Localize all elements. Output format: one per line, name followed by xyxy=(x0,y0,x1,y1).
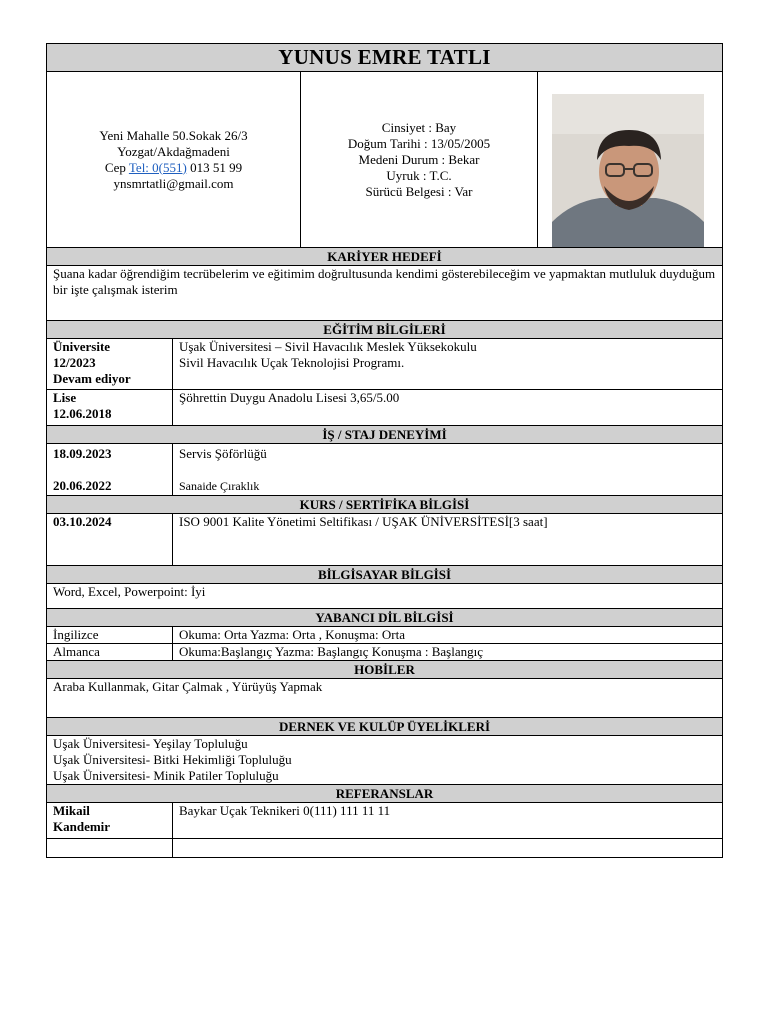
career-heading: KARİYER HEDEFİ xyxy=(47,248,723,266)
education-heading: EĞİTİM BİLGİLERİ xyxy=(47,321,723,339)
club-item: Uşak Üniversitesi- Yeşilay Topluluğu xyxy=(53,736,248,751)
education-school: Şöhrettin Duygu Anadolu Lisesi 3,65/5.00 xyxy=(179,390,400,405)
experience-titles xyxy=(173,444,723,496)
experience-title: Servis Şöförlüğü xyxy=(179,446,267,461)
cv-document xyxy=(46,43,722,858)
education-date: 12/2023 xyxy=(53,355,96,370)
education-school: Uşak Üniversitesi – Sivil Havacılık Meslek Yüksekokulu xyxy=(179,339,477,354)
phone-prefix: Cep xyxy=(104,159,126,175)
marital-status: Medeni Durum : Bekar xyxy=(358,151,480,167)
courses-heading: KURS / SERTİFİKA BİLGİSİ xyxy=(47,496,723,514)
language-name: Almanca xyxy=(47,644,173,661)
education-value xyxy=(173,339,723,390)
gender: Cinsiyet : Bay xyxy=(381,119,457,135)
language-level: Okuma:Başlangıç Yazma: Başlangıç Konuşma : Başlangıç xyxy=(173,644,723,661)
reference-first-name: Mikail xyxy=(53,803,90,818)
education-type: Üniversite xyxy=(53,339,111,354)
reference-name xyxy=(47,803,173,839)
education-label xyxy=(47,390,173,426)
full-name: YUNUS EMRE TATLI xyxy=(47,44,723,72)
course-title: ISO 9001 Kalite Yönetimi Seltifikası / UŞAK ÜNİVERSİTESİ[3 saat] xyxy=(173,514,723,566)
birth-date: Doğum Tarihi : 13/05/2005 xyxy=(347,135,491,151)
hobbies-text: Araba Kullanmak, Gitar Çalmak , Yürüyüş Yapmak xyxy=(47,679,723,718)
contact-cell xyxy=(47,72,301,248)
address-line-2: Yozgat/Akdağmadeni xyxy=(117,143,230,159)
photo-cell xyxy=(538,72,723,248)
computer-heading: BİLGİSAYAR BİLGİSİ xyxy=(47,566,723,584)
driving-license: Sürücü Belgesi : Var xyxy=(365,183,473,199)
education-type: Lise xyxy=(53,390,77,405)
reference-info: Baykar Uçak Teknikeri 0(111) 111 11 11 xyxy=(173,803,723,839)
computer-text: Word, Excel, Powerpoint: İyi xyxy=(47,584,723,609)
address-line-1: Yeni Mahalle 50.Sokak 26/3 xyxy=(99,127,248,143)
language-level: Okuma: Orta Yazma: Orta , Konuşma: Orta xyxy=(173,627,723,644)
experience-heading: İŞ / STAJ DENEYİMİ xyxy=(47,426,723,444)
education-value xyxy=(173,390,723,426)
phone-rest: 013 51 99 xyxy=(190,159,243,175)
personal-cell xyxy=(301,72,538,248)
experience-title: Sanaide Çıraklık xyxy=(179,479,260,493)
nationality: Uyruk : T.C. xyxy=(386,167,452,183)
education-label xyxy=(47,339,173,390)
reference-last-name: Kandemir xyxy=(53,819,111,834)
empty-cell xyxy=(47,839,173,858)
phone-line xyxy=(47,160,300,176)
clubs-list xyxy=(47,736,723,785)
empty-cell xyxy=(173,839,723,858)
language-name: İngilizce xyxy=(47,627,173,644)
clubs-heading: DERNEK VE KULÜP ÜYELİKLERİ xyxy=(47,718,723,736)
education-program: Sivil Havacılık Uçak Teknolojisi Programı. xyxy=(179,355,405,370)
email: ynsmrtatli@gmail.com xyxy=(113,175,234,191)
course-date: 03.10.2024 xyxy=(47,514,173,566)
education-date: 12.06.2018 xyxy=(53,406,112,421)
phone-link[interactable]: Tel: 0(551) xyxy=(128,159,187,175)
languages-heading: YABANCI DİL BİLGİSİ xyxy=(47,609,723,627)
education-status: Devam ediyor xyxy=(53,371,131,386)
experience-date: 20.06.2022 xyxy=(53,478,112,493)
club-item: Uşak Üniversitesi- Minik Patiler Topluluğu xyxy=(53,768,279,783)
experience-dates xyxy=(47,444,173,496)
career-text: Şuana kadar öğrendiğim tecrübelerim ve eğitimim doğrultusunda kendimi gösterebileceğim ve yapmaktan mutluluk duyduğum bir işte çalışmak isterim xyxy=(47,266,723,321)
cv-table xyxy=(46,43,723,858)
profile-photo xyxy=(552,94,704,247)
club-item: Uşak Üniversitesi- Bitki Hekimliği Topluluğu xyxy=(53,752,292,767)
hobbies-heading: HOBİLER xyxy=(47,661,723,679)
references-heading: REFERANSLAR xyxy=(47,785,723,803)
experience-date: 18.09.2023 xyxy=(53,446,112,461)
